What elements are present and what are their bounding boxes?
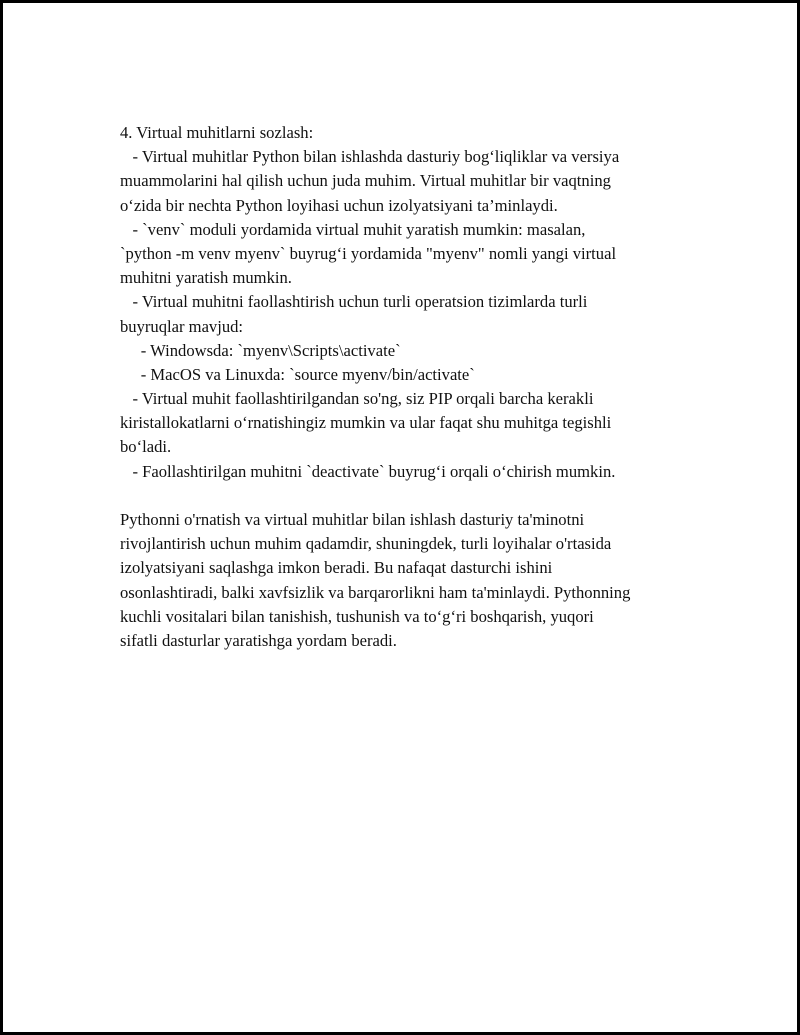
paragraph-spacer — [120, 484, 710, 508]
text-line: kiristallokatlarni o‘rnatishingiz mumkin va ular faqat shu muhitga tegishli — [120, 413, 612, 433]
text-line: - Virtual muhitni faollashtirish uchun turli operatsion tizimlarda turli — [120, 292, 588, 312]
text-line: osonlashtiradi, balki xavfsizlik va barqarorlikni ham ta'minlaydi. Pythonning — [120, 582, 631, 602]
text-line: muhitni yaratish mumkin. — [120, 268, 292, 288]
text-line: kuchli vositalari bilan tanishish, tushunish va to‘g‘ri boshqarish, yuqori — [120, 606, 594, 626]
text-line: o‘zida bir nechta Python loyihasi uchun izolyatsiyani ta’minlaydi. — [120, 195, 558, 215]
text-line: - `venv` moduli yordamida virtual muhit yaratish mumkin: masalan, — [120, 219, 586, 239]
text-line: - Virtual muhit faollashtirilgandan so'ng, siz PIP orqali barcha kerakli — [120, 389, 594, 409]
text-line: `python -m venv myenv` buyrug‘i yordamida "myenv" nomli yangi virtual — [120, 243, 617, 263]
section-heading: 4. Virtual muhitlarni sozlash: — [120, 123, 314, 142]
text-line: Pythonni o'rnatish va virtual muhitlar bilan ishlash dasturiy ta'minotni — [120, 510, 585, 529]
document-body — [120, 121, 710, 653]
text-line: muammolarini hal qilish uchun juda muhim. Virtual muhitlar bir vaqtning — [120, 171, 611, 191]
conclusion-paragraph — [120, 508, 710, 653]
text-line: sifatli dasturlar yaratishga yordam beradi. — [120, 630, 397, 650]
text-line: buyruqlar mavjud: — [120, 316, 244, 336]
text-line: bo‘ladi. — [120, 437, 172, 457]
text-line: - Windowsda: `myenv\Scripts\activate` — [120, 340, 401, 360]
text-line: - Virtual muhitlar Python bilan ishlashda dasturiy bog‘liqliklar va versiya — [120, 147, 620, 167]
text-line: - Faollashtirilgan muhitni `deactivate` buyrug‘i orqali o‘chirish mumkin. — [120, 461, 616, 481]
text-line: rivojlantirish uchun muhim qadamdir, shuningdek, turli loyihalar o'rtasida — [120, 534, 612, 554]
text-line: - MacOS va Linuxda: `source myenv/bin/activate` — [120, 364, 475, 384]
text-line: izolyatsiyani saqlashga imkon beradi. Bu nafaqat dasturchi ishini — [120, 558, 553, 578]
section-virtual-environments — [120, 121, 710, 484]
